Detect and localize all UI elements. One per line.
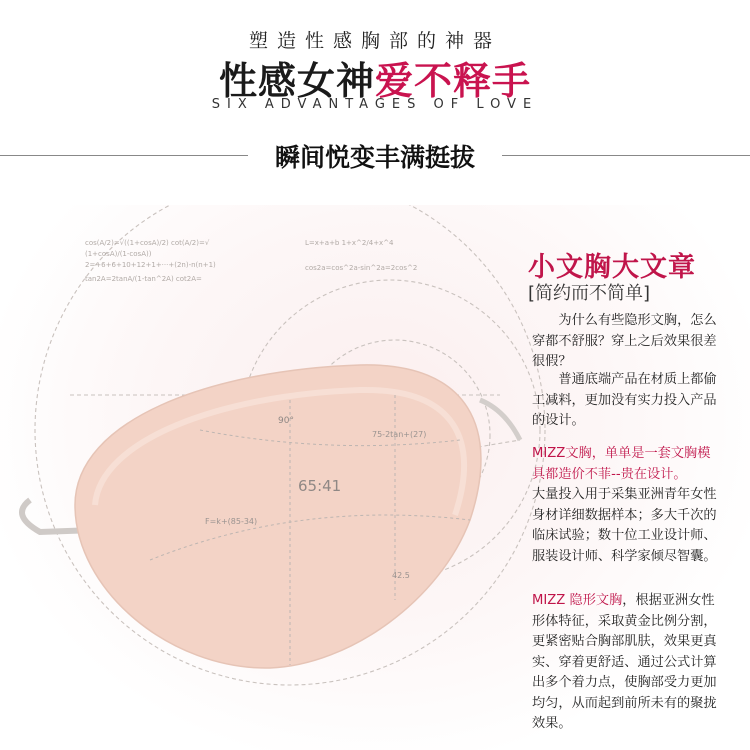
english-subtitle: SIX ADVANTAGES OF LOVE [211, 97, 539, 112]
paragraph-1: 为什么有些隐形文胸，怎么穿都不舒服？穿上之后效果很差很假？ [532, 313, 717, 369]
formula-text: cos(A/2)=√((1+cosA)/2) cot(A/2)=√ [85, 239, 210, 247]
headline-dark: 性感女神 [218, 59, 375, 103]
banner-text: 瞬间悦变丰满挺拔 [274, 143, 475, 172]
formula-block [85, 239, 417, 283]
paragraph-4 [532, 591, 722, 735]
formula-text: L=x+a+b 1+x^2/4+x^4 [305, 239, 394, 247]
paragraph-4-highlight: MIZZ 隐形文胸 [532, 593, 623, 608]
banner-rule-left [0, 155, 248, 156]
bra-cup [75, 365, 481, 668]
formula-text: tan2A=2tanA/(1-tan^2A) cot2A= [85, 275, 202, 283]
tagline: 塑造性感胸部的神器 [248, 30, 501, 52]
paragraph-2: 普通底端产品在材质上都偷工减料，更加没有实力投入产品的设计。 [532, 372, 717, 428]
sidebar-title: 小文胸大文章 [528, 252, 696, 283]
formula-text: (1+cosA)/(1-cosA)) [85, 250, 152, 258]
headline-pink: 爱不释手 [375, 59, 532, 103]
banner-rule-right [502, 155, 750, 156]
formula-text: cos2a=cos^2a-sin^2a=2cos^2 [305, 264, 418, 272]
formula-text: 2=+6+6+10+12+1+···+(2n)-n(n+1) [85, 261, 216, 269]
paragraph-3-body: 大量投入用于采集亚洲青年女性身材详细数据样本；多大千次的临床试验；数十位工业设计师、服装设计师、科学家倾尽智囊。 [532, 487, 717, 564]
ratio-label: 65:41 [298, 477, 342, 495]
arc-label-1: 75-2tan+(27) [372, 430, 427, 439]
paragraph-3 [532, 444, 722, 567]
paragraph-4-body: ，根据亚洲女性形体特征，采取黄金比例分割，更紧密贴合胸部肌肤，效果更真实、穿着更舒适、通过公式计算出多个着力点，使胸部受力更加均匀，从而起到前所未有的聚拢效果。 [532, 593, 717, 731]
angle-label: 90° [278, 416, 294, 426]
arc-label-3: 42.5 [392, 571, 410, 580]
sidebar-subtitle: [简约而不简单] [528, 283, 651, 304]
paragraph-3-highlight: MIZZ文胸，单单是一套文胸模具都造价不菲--贵在设计。 [532, 446, 711, 482]
arc-label-2: F=k+(85-34) [205, 517, 258, 526]
